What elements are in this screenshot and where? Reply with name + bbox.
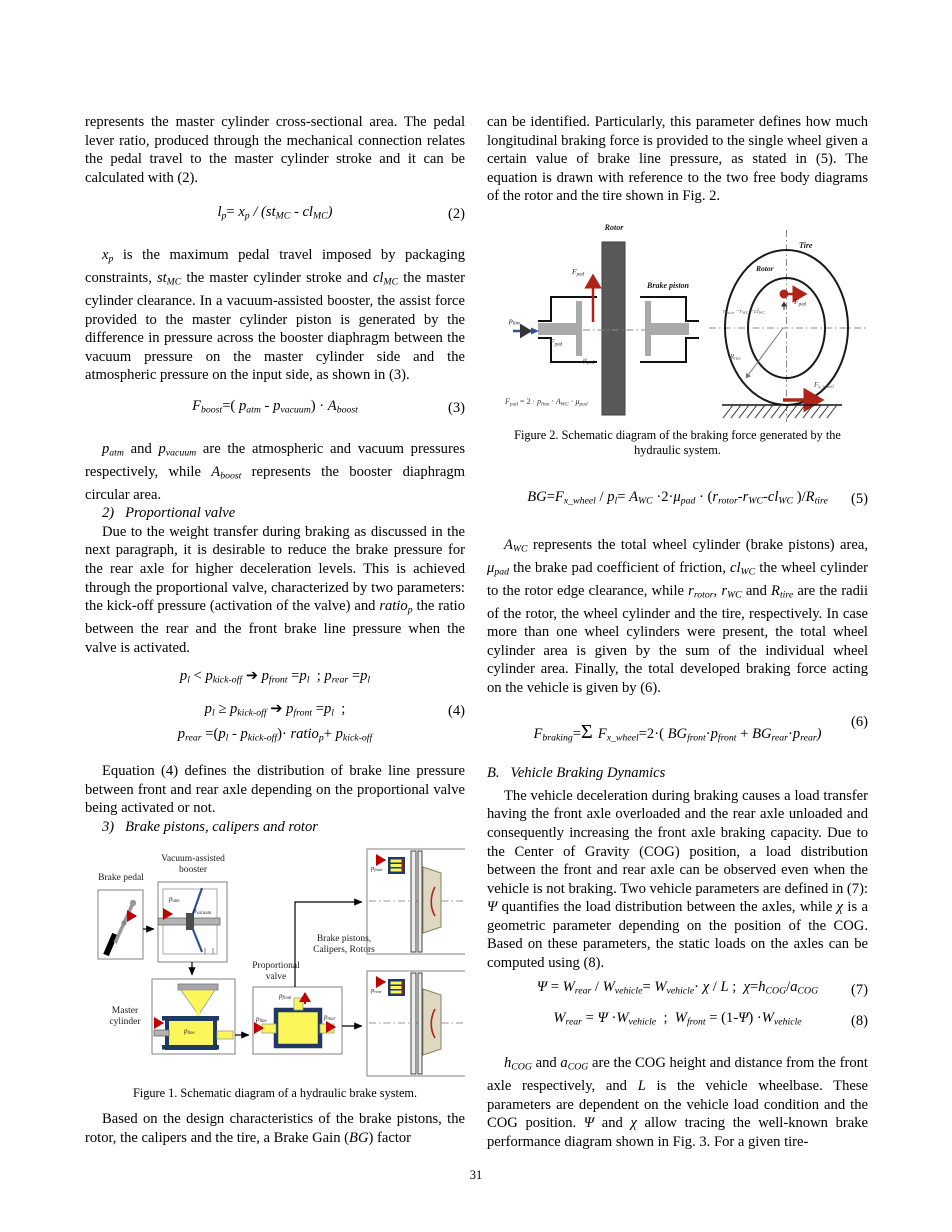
paragraph-cog: hCOG and aCOG are the COG height and distance from the front axle respectively, and L is the vehicle wheelbase. These parameters are dependent on the vehicle load condition and the COG position. Ψ and χ allow tracing the well-known brake performance diagram shown in Fig. 3. For a given tire- — [487, 1055, 869, 1150]
equation-4b-body: pl ≥ pkick-off ➔ pfront =pl ; — [204, 701, 346, 719]
fig1-label-p-rear-pv: prear — [324, 1013, 336, 1023]
paragraph-booster: xp is the maximum pedal travel imposed by packaging constraints, stMC the master cylinder stroke and clMC the master cylinder clearance. In a vacuum-assisted booster, the assist force provided to the master cylinder piston is generated by the difference in pressure across the booster diaphragm between the vacuum pressure on the master cylinder side and the atmospheric pressure on the input side, as shown in (3). — [85, 247, 465, 384]
equation-7-number: (7) — [850, 981, 868, 998]
figure-2 — [487, 222, 868, 425]
equation-8-body: Wrear = Ψ ·Wvehicle ; Wfront = (1-Ψ) ·Wvehicle — [553, 1010, 802, 1028]
equation-2 — [85, 203, 465, 226]
equation-3-number: (3) — [447, 400, 465, 417]
right-column — [487, 113, 868, 1152]
paragraph-wheel-cylinder: AWC represents the total wheel cylinder (brake pistons) area, μpad the brake pad coefficient of friction, clWC the wheel cylinder to the rotor edge clearance, while rrotor, rWC and Rtire are the radii of the rotor, the wheel cylinder and the tire, respectively. In case more than one wheel cylinders were present, the total wheel cylinder area is given by the sum of the individual wheel cylinder area. Finally, the total developed braking force acting on the vehicle is given by (6). — [487, 536, 868, 696]
tire-free-body — [709, 230, 867, 422]
master-cylinder-box — [152, 979, 235, 1054]
fig2-label-f-pad-top: Fpad — [572, 266, 585, 277]
equation-3-body: Fboost=( patm - pvacuum) · Aboost — [192, 397, 358, 416]
equation-5-body: BG=Fx_wheel / pl= AWC ·2·μpad · (rrotor-rWC-clWC )/Rtire — [527, 488, 828, 507]
equation-8-number: (8) — [850, 1012, 868, 1029]
paragraph-brake-gain: Based on the design characteristics of the brake pistons, the rotor, the calipers and the tire, a Brake Gain (BG) factor — [85, 1111, 465, 1146]
fig2-label-f-x-wheel: Fx_wheel — [814, 380, 834, 390]
equation-2-body: lp= xp / (stMC - clMC) — [217, 204, 333, 222]
heading-vehicle-braking-dynamics: B. Vehicle Braking Dynamics — [487, 765, 666, 782]
fig1-label-brake-pedal: Brake pedal — [98, 873, 144, 884]
fig1-label-booster: Vacuum-assisted booster — [161, 854, 225, 875]
page-number: 31 — [469, 1168, 483, 1182]
equation-7 — [487, 978, 868, 1001]
equation-6 — [487, 713, 868, 748]
fig1-label-p-front-pv: pfront — [279, 992, 292, 1002]
fig2-label-brake-piston: Brake piston — [647, 280, 690, 290]
fig1-label-p-line-pv: pline — [256, 1015, 267, 1025]
fig2-label-f-pad-right: Fpad — [794, 296, 807, 307]
figure-2-caption: Figure 2. Schematic diagram of the braking force generated by the hydraulic system. — [514, 427, 841, 457]
equation-5 — [487, 488, 868, 511]
equation-4b — [85, 700, 465, 723]
equation-4b-number: (4) — [447, 703, 465, 720]
figure2-braking-force-diagram — [487, 222, 868, 425]
heading-proportional-valve: 2) Proportional valve — [102, 505, 236, 522]
fig2-label-r-tire: Rtire — [730, 352, 741, 362]
equation-5-number: (5) — [850, 490, 868, 507]
equation-4c — [85, 725, 465, 748]
fig1-label-brake-pistons-calipers-rotors: Brake pistons, Calipers, Rotors — [313, 934, 375, 955]
paragraph-pressures: patm and pvacuum are the atmospheric and vacuum pressures respectively, while Aboost represents the booster diaphragm circular area. — [85, 440, 465, 503]
fig1-label-proportional-valve: Proportional valve — [252, 961, 300, 982]
rotor-and-pistons-free-body — [513, 242, 699, 415]
fig2-label-mu-pad: μpad — [583, 354, 595, 365]
equation-4c-body: prear =(pl - pkick-off)· ratiop+ pkick-off — [177, 726, 373, 744]
fig2-label-rotor: Rotor — [604, 222, 624, 232]
equation-8 — [487, 1009, 868, 1032]
equation-6-number: (6) — [850, 713, 868, 730]
paragraph-prop-valve: Due to the weight transfer during braking as discussed in the next paragraph, it is desirable to reduce the brake pressure for the rear axle for higher deceleration levels. This is achieved through the proportional valve, characterized by two parameters: the kick-off pressure (activation of the valve) and ratiop the ratio between the rear and the front brake line pressure when the valve is activated. — [85, 523, 465, 656]
paragraph-pedal-ratio: represents the master cylinder cross-sectional area. The pedal lever ratio, produced through the mechanical connection relates the pedal travel to the master cylinder stroke and it can be calculated with (2). — [85, 114, 465, 186]
left-column — [85, 113, 465, 1147]
fig2-label-pad-force-formula: Fpad = 2 · pline · AWC · μpad — [505, 396, 588, 408]
vacuum-booster-box — [158, 882, 227, 962]
equation-4a — [85, 667, 465, 690]
ground-hatching — [723, 405, 837, 418]
fig1-label-p-rear-wc: prear — [371, 987, 382, 995]
heading-brake-pistons: 3) Brake pistons, calipers and rotor — [102, 818, 318, 835]
fig1-label-master-cylinder: Master cylinder — [109, 1006, 141, 1027]
equation-7-body: Ψ = Wrear / Wvehicle= Wvehicle· χ / L ; χ=hCOG/aCOG — [536, 979, 819, 997]
rear-brake-assembly-box — [367, 971, 465, 1076]
fig2-label-f-pad-left: Fpad — [550, 336, 563, 347]
paragraph-equation4: Equation (4) defines the distribution of brake line pressure between front and rear axle depending on the proportional valve being activated or not. — [85, 763, 465, 817]
equation-6-body: Fbraking=Σ Fx_wheel=2·( BGfront·pfront + BGrear·prear) — [533, 721, 822, 744]
fig2-label-p-line: pline — [509, 315, 521, 326]
fig2-label-rotor-right: Rotor — [756, 263, 774, 273]
fig2-label-radii: rrotor −rWC −clWC — [723, 307, 766, 315]
fig2-label-tire: Tire — [799, 240, 813, 250]
equation-4a-body: pl < pkick-off ➔ pfront =pl ; prear =pl — [179, 668, 371, 686]
equation-2-number: (2) — [447, 206, 465, 223]
fig1-label-p-line-mc: pline — [184, 1027, 195, 1037]
fig1-label-p-atm: patm — [169, 895, 180, 905]
fig1-label-p-front-wc: pfront — [371, 865, 383, 873]
paragraph-load-transfer: The vehicle deceleration during braking causes a load transfer having the front axle overloaded and the rear axle unloaded and consequently increasing the front axle braking capacity. Due to the Center of Gravity (COG) position, a load distribution between the front and rear axle can be observed even when the vehicle is not braking. Two vehicle parameters are defined in (7): Ψ quantifies the load distribution between the axles, while χ is a geometric parameter depending on the position of the COG. Based on these parameters, the static loads on the axles can be computed using (8). — [487, 787, 868, 971]
figure-1 — [85, 846, 465, 1084]
paragraph-brake-gain-cont: can be identified. Particularly, this parameter defines how much longitudinal braking force is provided to the single wheel given a certain value of brake line pressure, as stated in (5). The equation is drawn with reference to the two free body diagrams of the rotor and the tire shown in Fig. 2. — [487, 114, 868, 205]
figure-1-caption: Figure 1. Schematic diagram of a hydraulic brake system. — [132, 1086, 418, 1101]
equation-3 — [85, 397, 465, 420]
brake-pedal-box — [98, 890, 143, 959]
fig1-label-p-vacuum: pvacuum — [193, 907, 212, 917]
